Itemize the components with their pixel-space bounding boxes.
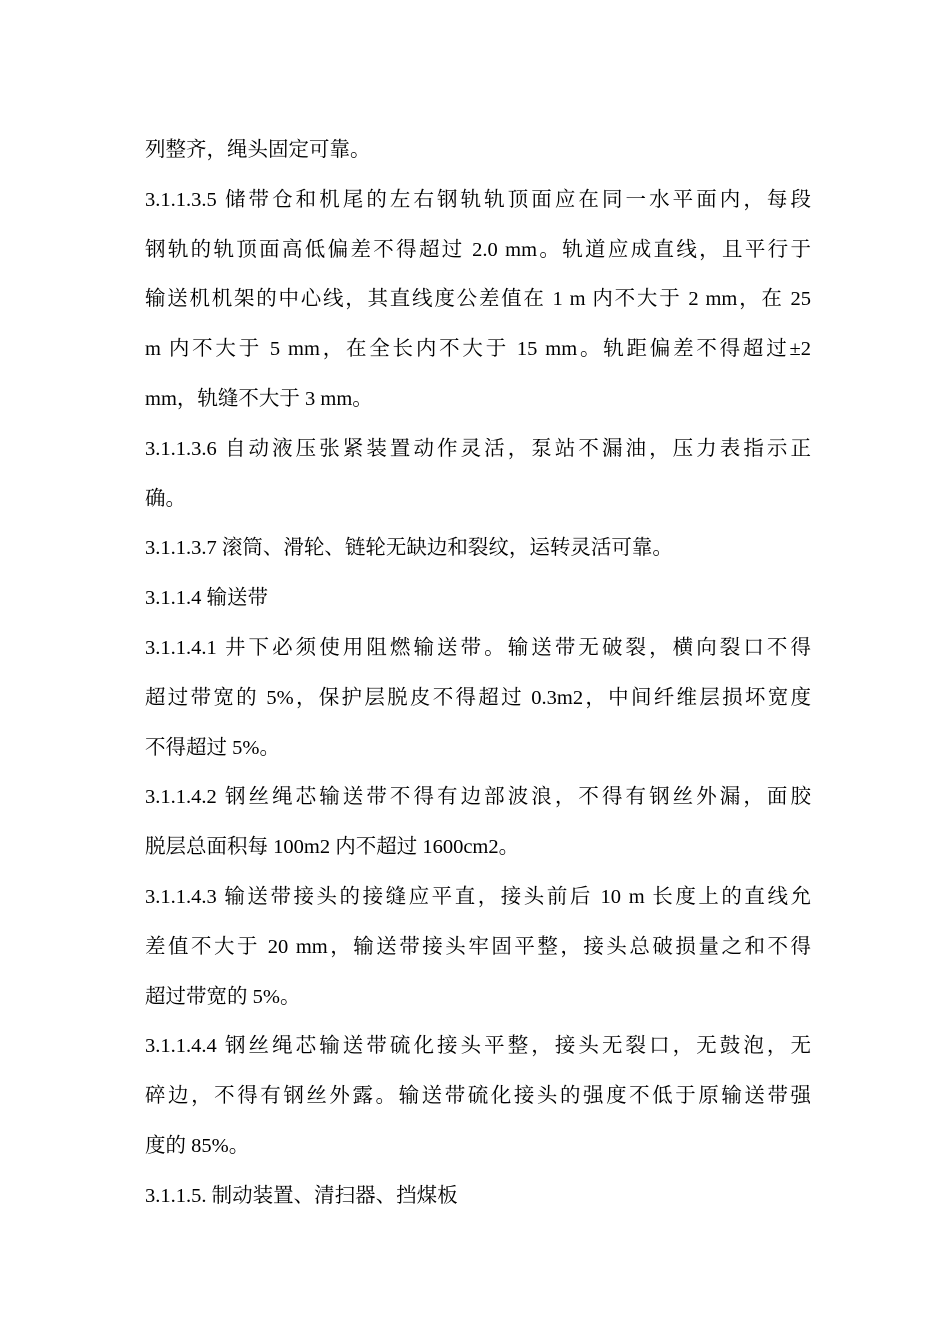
- text-line: 超过带宽的 5%，保护层脱皮不得超过 0.3m2，中间纤维层损坏宽度: [145, 686, 811, 709]
- text-line: 3.1.1.4.1 井下必须使用阻燃输送带。输送带无破裂，横向裂口不得: [145, 636, 811, 659]
- text-line: 超过带宽的 5%。: [145, 985, 301, 1008]
- text-line: 3.1.1.3.5 储带仓和机尾的左右钢轨轨顶面应在同一水平面内，每段: [145, 188, 811, 211]
- text-line: 3.1.1.4.2 钢丝绳芯输送带不得有边部波浪，不得有钢丝外漏，面胶: [145, 786, 811, 809]
- text-line: 输送机机架的中心线，其直线度公差值在 1 m 内不大于 2 mm，在 25: [145, 288, 811, 311]
- text-line: 钢轨的轨顶面高低偏差不得超过 2.0 mm。轨道应成直线，且平行于: [145, 238, 811, 261]
- text-line: m 内不大于 5 mm，在全长内不大于 15 mm。轨距偏差不得超过±2: [145, 338, 811, 361]
- text-line: 3.1.1.4.4 钢丝绳芯输送带硫化接头平整，接头无裂口，无鼓泡，无: [145, 1035, 811, 1058]
- section-heading: 3.1.1.5. 制动装置、清扫器、挡煤板: [145, 1184, 458, 1207]
- text-line: 脱层总面积每 100m2 内不超过 1600cm2。: [145, 836, 520, 859]
- text-line: 碎边，不得有钢丝外露。输送带硫化接头的强度不低于原输送带强: [145, 1085, 811, 1108]
- text-line: 差值不大于 20 mm，输送带接头牢固平整，接头总破损量之和不得: [145, 935, 811, 958]
- document-page: [145, 126, 811, 1222]
- text-line: 不得超过 5%。: [145, 736, 280, 759]
- section-heading: 3.1.1.4 输送带: [145, 587, 268, 610]
- text-line: 3.1.1.3.6 自动液压张紧装置动作灵活，泵站不漏油，压力表指示正: [145, 437, 811, 460]
- text-line: 3.1.1.3.7 滚筒、滑轮、链轮无缺边和裂纹，运转灵活可靠。: [145, 537, 673, 560]
- text-line: mm，轨缝不大于 3 mm。: [145, 387, 373, 410]
- text-line: 度的 85%。: [145, 1134, 250, 1157]
- text-line: 3.1.1.4.3 输送带接头的接缝应平直，接头前后 10 m 长度上的直线允: [145, 885, 811, 908]
- text-line: 确。: [145, 487, 186, 510]
- text-line: 列整齐，绳头固定可靠。: [145, 139, 371, 161]
